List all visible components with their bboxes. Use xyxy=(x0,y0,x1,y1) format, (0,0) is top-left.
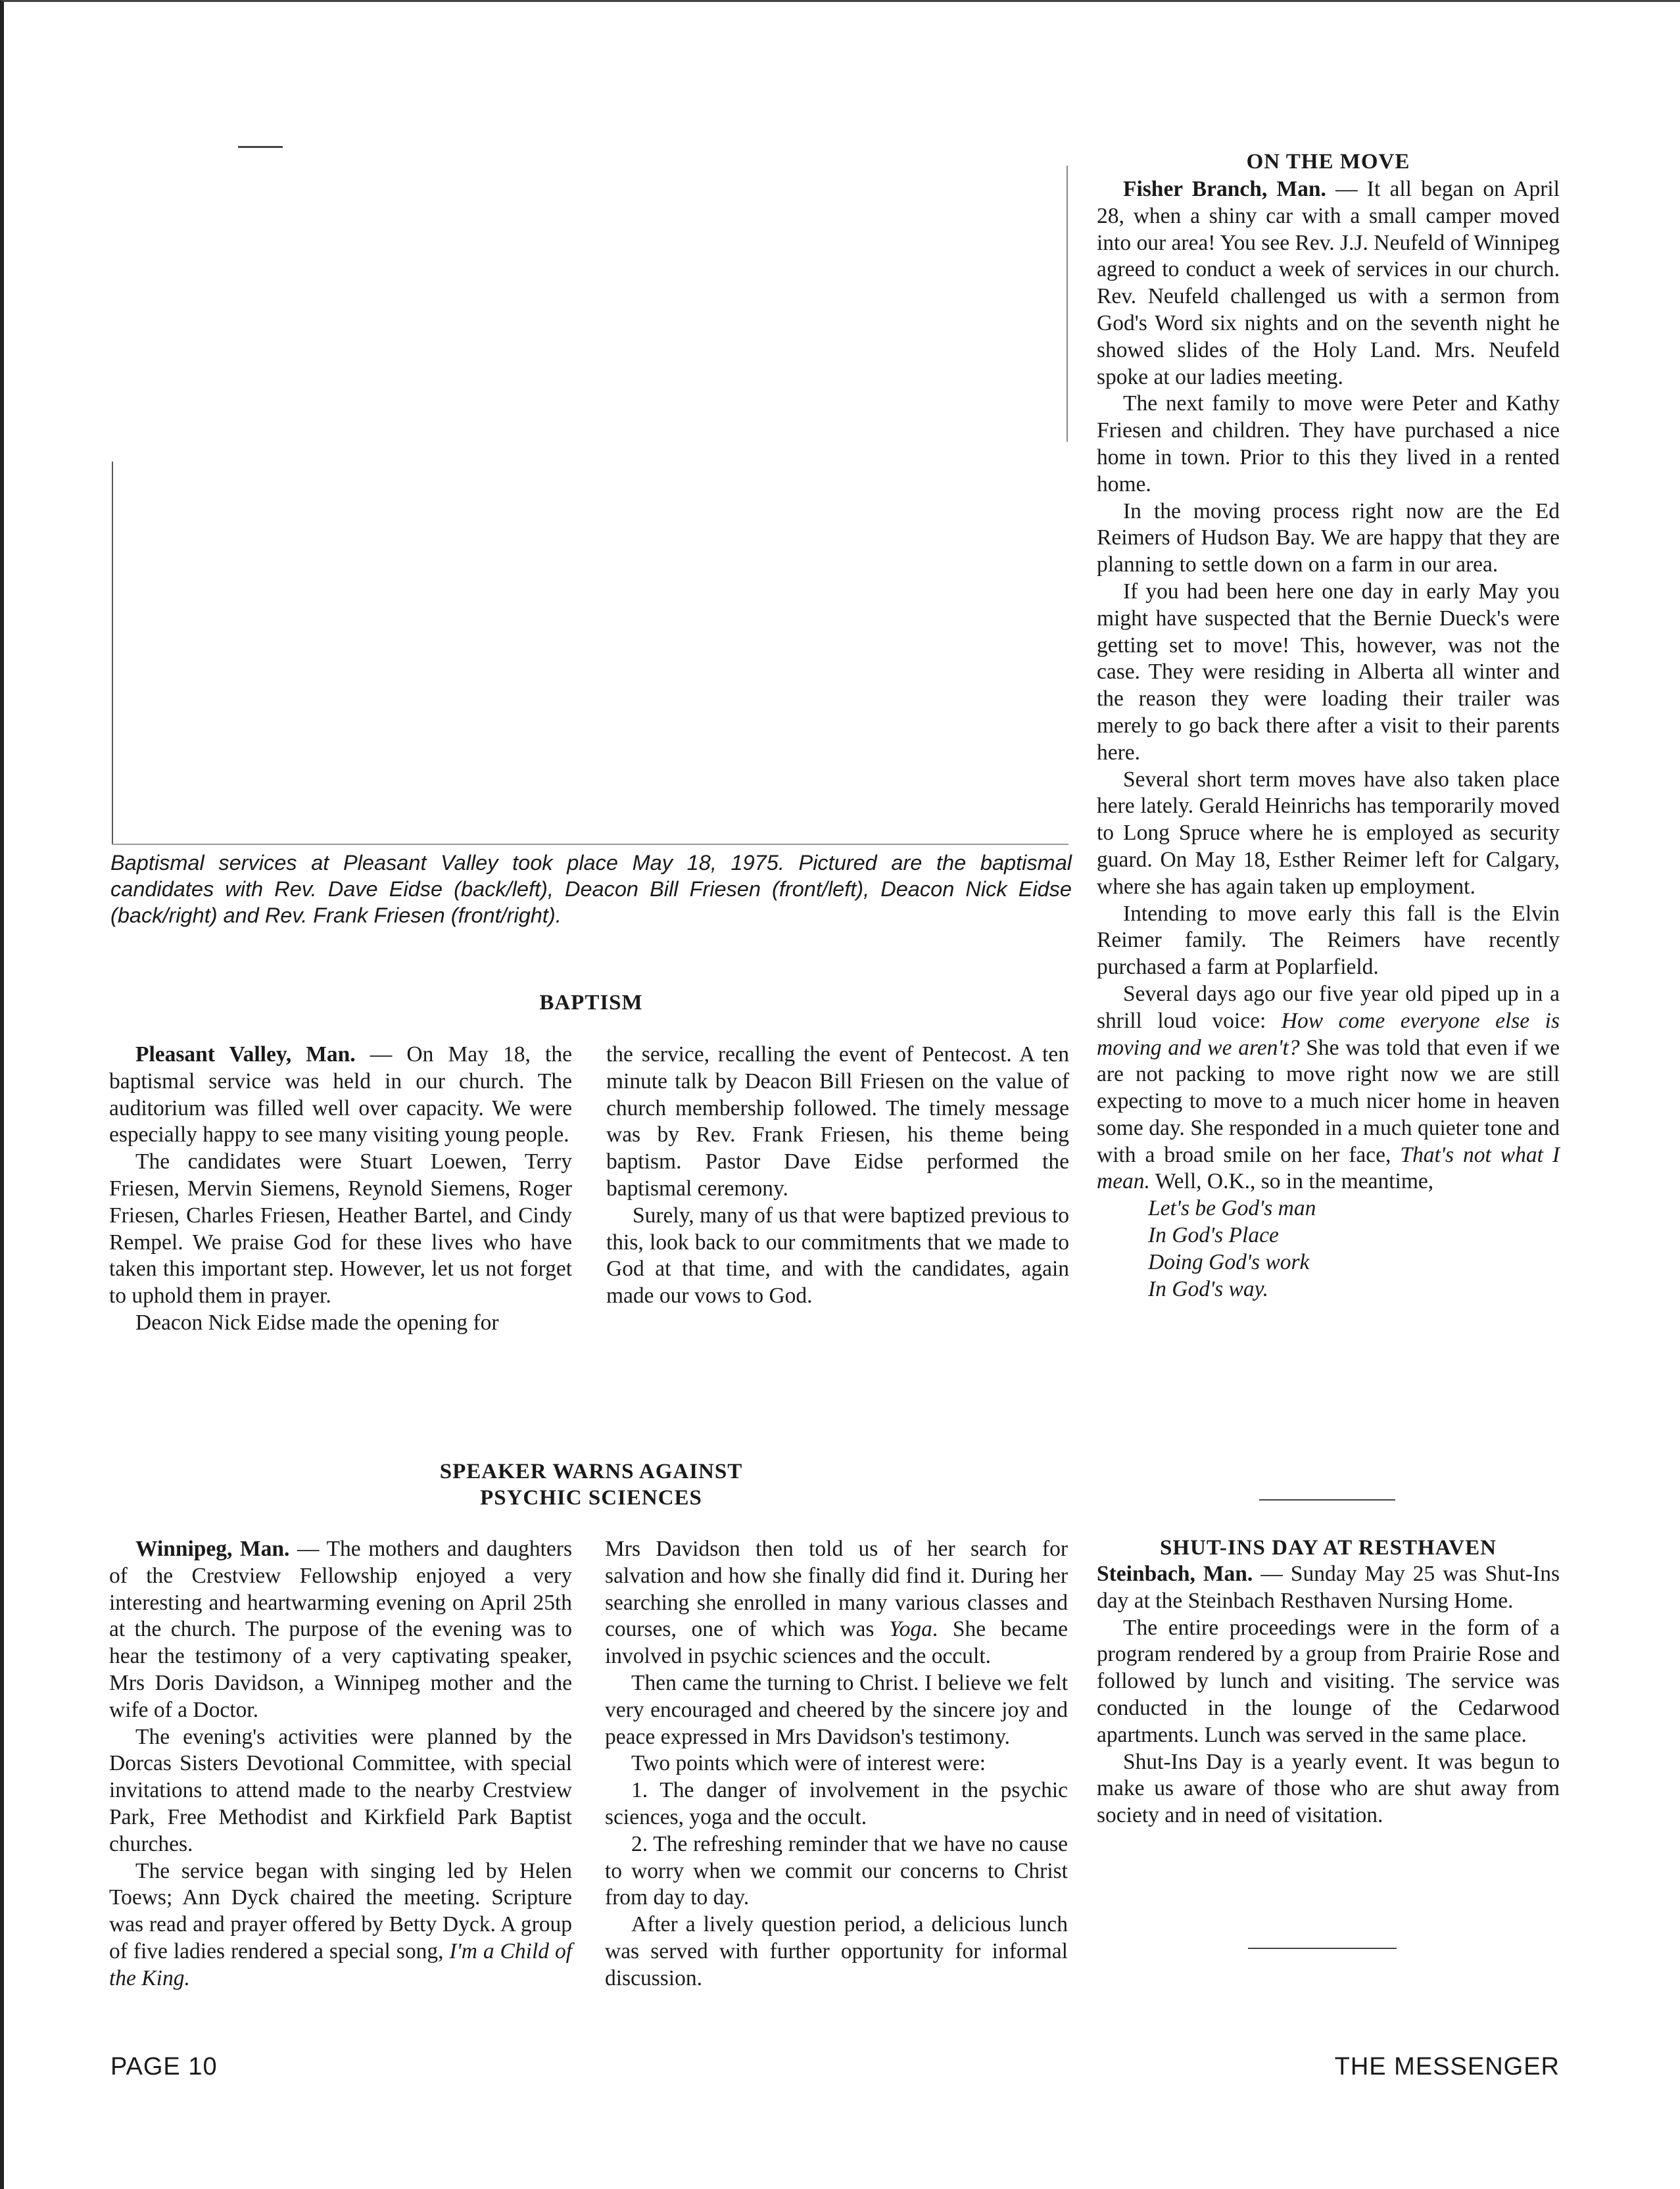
speaker-paragraph: After a lively question period, a delicious lunch was served with further opportunity for informal discussion. xyxy=(605,1912,1068,1990)
speaker-paragraph: The service began with singing led by Helen Toews; Ann Dyck chaired the meeting. Scripture was read and prayer offered by Betty Dyck. A group of five ladies rendered a special song, I'm a Child of the King. xyxy=(109,1858,572,1990)
verse-line: In God's way. xyxy=(1148,1276,1269,1301)
section-divider xyxy=(1259,1499,1395,1501)
baptism-column-right xyxy=(606,1042,1069,1310)
speaker-heading: SPEAKER WARNS AGAINST PSYCHIC SCIENCES xyxy=(439,1460,743,1510)
closing-verse xyxy=(1097,1195,1560,1303)
photo-frame xyxy=(112,146,1068,845)
baptism-dateline: Pleasant Valley, Man. xyxy=(135,1042,356,1067)
photo-left-edge xyxy=(112,462,113,845)
speaker-paragraph: Then came the turning to Christ. I believe we felt very encouraged and cheered by the sincere joy and peace expressed in Mrs Davidson's testimony. xyxy=(605,1670,1068,1749)
move-column: Fisher Branch, Man. — It all began on April 28, when a shiny car with a small camper moved into our area! You see Rev. J.J. Neufeld of Winnipeg agreed to conduct a week of services in our church. Rev. Neufeld challenged us with a sermon from God's Word six nights and on the seventh night he showed slides of the Holy Land. Mrs. Neufeld spoke at our ladies meeting. The next family to move were Peter and Kathy Friesen and children. They have purchased a nice home in town. Prior to this they lived in a rented home. In the moving process right now are the Ed Reimers of Hudson Bay. We are happy that they are planning to settle down on a farm in our area. If you had been here one day in early May you might have suspected that the Bernie Dueck's were getting set to move! This, however, was not the case. They were residing in Alberta all winter and the reason they were loading their trailer was merely to go back there after a visit to their parents here. Several short term moves have also taken place here lately. Gerald Heinrichs has temporarily moved to Long Spruce where he is employed as security guard. On May 18, Esther Reimer left for Calgary, where she has again taken up employment. Intending to move early this fall is the Elvin Reimer family. The Reimers have recently purchased a farm at Poplarfield. Several days ago our five year old piped up in a shrill loud voice: How come everyone else is moving and we aren't? She was told that even if we are not packing to move right now we are still expecting to move to a much nicer home in heaven some day. She responded in a much quieter tone and with a broad smile on her face, That's not what I mean. Well, O.K., so in the meantime, Let's be God's man In God's Place Doing God's work In God's way. xyxy=(1097,176,1560,1303)
page-number: PAGE 10 xyxy=(110,2053,218,2081)
shutins-column: Steinbach, Man. — Sunday May 25 was Shut-Ins day at the Steinbach Resthaven Nursing Home. The entire proceedings were in the form of a program rendered by a group from Prairie Rose and followed by lunch and visiting. The service was conducted in the lounge of the Cedarwood apartments. Lunch was served in the same place. Shut-Ins Day is a yearly event. It was begun to make us aware of those who are shut away from society and in need of visitation. xyxy=(1097,1561,1560,1829)
verse-line: In God's Place xyxy=(1148,1223,1279,1248)
baptism-paragraph: the service, recalling the event of Pentecost. A ten minute talk by Deacon Bill Friesen on the value of church membership followed. The timely message was by Rev. Frank Friesen, his theme being baptism. Pastor Dave Eidse performed the baptismal ceremony. xyxy=(606,1042,1069,1201)
photo-caption: Baptismal services at Pleasant Valley took place May 18, 1975. Pictured are the baptismal candidates with Rev. Dave Eidse (back/left), Deacon Bill Friesen (front/left), Deacon Nick Eidse (back/right) and Rev. Frank Friesen (front/right). xyxy=(110,851,1072,927)
move-paragraph: In the moving process right now are the Ed Reimers of Hudson Bay. We are happy that they are planning to settle down on a farm in our area. xyxy=(1097,498,1560,577)
speaker-paragraph: 2. The refreshing reminder that we have no cause to worry when we commit our concerns to Christ from day to day. xyxy=(605,1831,1068,1910)
shutins-dateline: Steinbach, Man. xyxy=(1097,1562,1253,1586)
baptism-paragraph: Surely, many of us that were baptized previous to this, look back to our commitments that we made to God at that time, and with the candidates, again made our vows to God. xyxy=(606,1203,1069,1309)
section-divider xyxy=(1248,1948,1397,1949)
shutins-heading: SHUT-INS DAY AT RESTHAVEN xyxy=(1160,1536,1497,1560)
move-paragraph: Intending to move early this fall is the Elvin Reimer family. The Reimers have recently purchased a farm at Poplarfield. xyxy=(1097,901,1560,980)
speaker-paragraph: 1. The danger of involvement in the psychic sciences, yoga and the occult. xyxy=(605,1778,1068,1829)
move-paragraph: Several days ago our five year old piped up in a shrill loud voice: How come everyone else is moving and we aren't? She was told that even if we are not packing to move right now we are still expecting to move to a much nicer home in heaven some day. She responded in a much quieter tone and with a broad smile on her face, That's not what I mean. Well, O.K., so in the meantime, xyxy=(1097,981,1560,1194)
move-dateline: Fisher Branch, Man. xyxy=(1123,177,1326,201)
speaker-column-right xyxy=(605,1536,1068,1992)
photo-top-mark xyxy=(238,146,283,148)
move-paragraph: The next family to move were Peter and Kathy Friesen and children. They have purchased a nice home in town. Prior to this they lived in a rented home. xyxy=(1097,391,1560,496)
speaker-paragraph: The evening's activities were planned by the Dorcas Sisters Devotional Committee, with special invitations to attend made to the nearby Crestview Park, Free Methodist and Kirkfield Park Baptist churches. xyxy=(109,1724,572,1856)
shutins-paragraph: Shut-Ins Day is a yearly event. It was begun to make us aware of those who are shut away from society and in need of visitation. xyxy=(1097,1749,1560,1828)
publication-name: THE MESSENGER xyxy=(1334,2053,1560,2081)
baptism-paragraph: The candidates were Stuart Loewen, Terry Friesen, Mervin Siemens, Reynold Siemens, Roger Friesen, Charles Friesen, Heather Bartel, and Cindy Rempel. We praise God for these lives who have taken this important step. However, let us not forget to uphold them in prayer. xyxy=(109,1149,572,1309)
speaker-dateline: Winnipeg, Man. xyxy=(135,1537,290,1561)
verse-line: Doing God's work xyxy=(1148,1249,1310,1274)
speaker-paragraph: Two points which were of interest were: xyxy=(631,1751,986,1776)
move-paragraph: Several short term moves have also taken place here lately. Gerald Heinrichs has temporarily moved to Long Spruce where he is employed as security guard. On May 18, Esther Reimer left for Calgary, where she has again taken up employment. xyxy=(1097,767,1560,899)
baptism-paragraph: Deacon Nick Eidse made the opening for xyxy=(135,1310,499,1335)
photo-right-edge xyxy=(1067,166,1068,442)
baptism-column-left: Pleasant Valley, Man. — On May 18, the baptismal service was held in our church. The auditorium was filled well over capacity. We were especially happy to see many visiting young people. The candidates were Stuart Loewen, Terry Friesen, Mervin Siemens, Reynold Siemens, Roger Friesen, Charles Friesen, Heather Bartel, and Cindy Rempel. We praise God for these lives who have taken this important step. However, let us not forget to uphold them in prayer. Deacon Nick Eidse made the opening for xyxy=(109,1042,572,1337)
verse-line: Let's be God's man xyxy=(1148,1196,1316,1221)
speaker-column-left: Winnipeg, Man. — The mothers and daughters of the Crestview Fellowship enjoyed a very interesting and heartwarming evening on April 25th at the church. The purpose of the evening was to hear the testimony of a very captivating speaker, Mrs Doris Davidson, a Winnipeg mother and the wife of a Doctor. The evening's activities were planned by the Dorcas Sisters Devotional Committee, with special invitations to attend made to the nearby Crestview Park, Free Methodist and Kirkfield Park Baptist churches. The service began with singing led by Helen Toews; Ann Dyck chaired the meeting. Scripture was read and prayer offered by Betty Dyck. A group of five ladies rendered a special song, I'm a Child of the King. xyxy=(109,1536,572,1992)
shutins-paragraph: The entire proceedings were in the form of a program rendered by a group from Prairie Rose and followed by lunch and visiting. The service was conducted in the lounge of the Cedarwood apartments. Lunch was served in the same place. xyxy=(1097,1615,1560,1747)
baptism-heading: BAPTISM xyxy=(539,991,643,1015)
move-heading: ON THE MOVE xyxy=(1246,150,1410,174)
move-paragraph: If you had been here one day in early May you might have suspected that the Bernie Dueck's were getting set to move! This, however, was not the case. They were residing in Alberta all winter and the reason they were loading their trailer was merely to go back there after a visit to their parents here. xyxy=(1097,579,1560,765)
speaker-paragraph: Mrs Davidson then told us of her search for salvation and how she finally did find it. During her searching she enrolled in many various classes and courses, one of which was Yoga. She became involved in psychic sciences and the occult. xyxy=(605,1537,1068,1669)
photo-bottom-edge xyxy=(112,844,1068,845)
